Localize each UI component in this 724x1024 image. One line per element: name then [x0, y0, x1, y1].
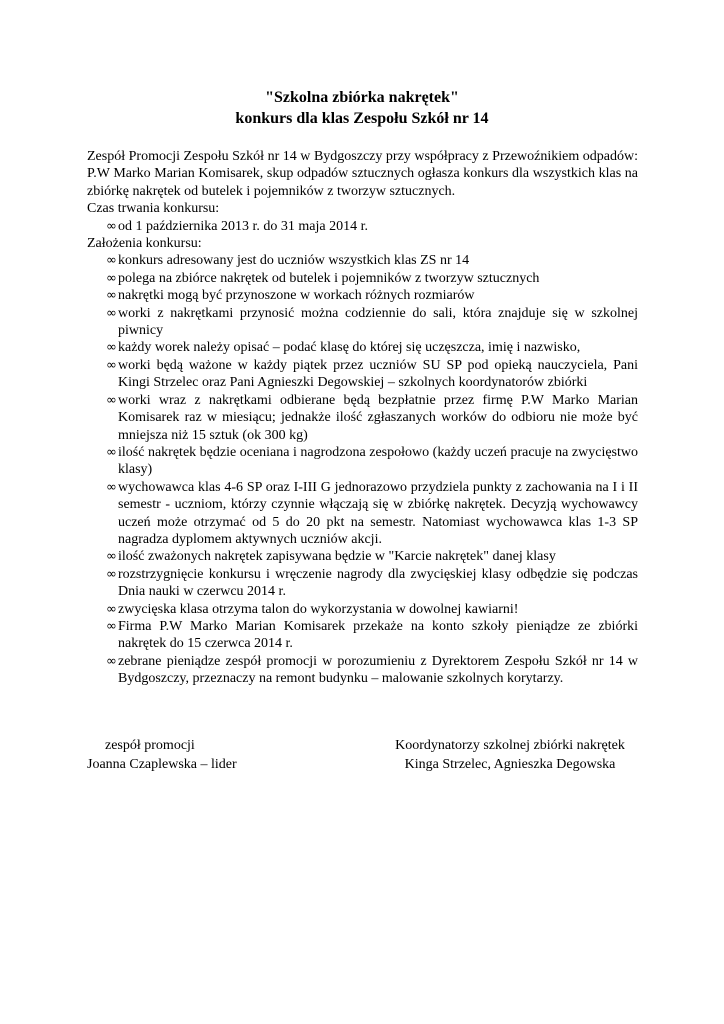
signature-left: [87, 736, 237, 774]
bullet-icon: ∞: [106, 549, 117, 565]
signature-right: [382, 736, 638, 774]
list-item: [87, 479, 638, 549]
list-item: [87, 653, 638, 688]
list-item-text: wychowawca klas 4-6 SP oraz I-III G jednorazowo przydziela punkty z zachowania na I i II semestr - uczniom, którzy czynnie włączają się w zbiórkę nakrętek. Decyzją wychowawcy uczeń może otrzymać od 5 do 20 pkt na semestr. Natomiast wychowawca klas 1-3 SP nagradza dyplomem aktywnych uczniów akcji.: [118, 479, 638, 547]
list-item: [87, 339, 638, 356]
signature-right-names: Kinga Strzelec, Agnieszka Degowska: [404, 757, 616, 772]
list-item-text: od 1 października 2013 r. do 31 maja 2014 r.: [118, 218, 368, 234]
bullet-icon: ∞: [106, 288, 117, 304]
list-item: [87, 548, 638, 565]
bullet-icon: ∞: [106, 305, 117, 321]
bullet-icon: ∞: [106, 444, 117, 460]
list-item: [87, 357, 638, 392]
list-item: [87, 618, 638, 653]
list-item: [87, 287, 638, 304]
list-item-text: worki z nakrętkami przynosić można codziennie do sali, która znajduje się w szkolnej piwnicy: [118, 305, 638, 339]
list-item-text: zebrane pieniądze zespół promocji w porozumieniu z Dyrektorem Zespołu Szkół nr 14 w Bydgoszczy, przeznaczy na remont budynku – malowanie szkolnych korytarzy.: [118, 653, 638, 687]
list-item: [87, 444, 638, 479]
list-item: [87, 305, 638, 340]
bullet-icon: ∞: [106, 653, 117, 669]
signature-right-role: Koordynatorzy szkolnej zbiórki nakrętek: [395, 738, 625, 753]
bullet-icon: ∞: [106, 479, 117, 495]
list-item-text: Firma P.W Marko Marian Komisarek przekaże na konto szkoły pieniądze ze zbiórki nakrętek do 15 czerwca 2014 r.: [118, 618, 638, 652]
document-header: [0, 87, 724, 129]
bullet-icon: ∞: [106, 270, 117, 286]
bullet-icon: ∞: [106, 218, 117, 234]
signature-left-role: zespół promocji: [105, 738, 195, 753]
list-item: [87, 392, 638, 444]
list-item-text: zwycięska klasa otrzyma talon do wykorzystania w dowolnej kawiarni!: [118, 601, 519, 617]
bullet-icon: ∞: [106, 566, 117, 582]
bullet-icon: ∞: [106, 601, 117, 617]
list-item-text: ilość zważonych nakrętek zapisywana będzie w "Karcie nakrętek" danej klasy: [118, 549, 556, 565]
list-item-text: ilość nakrętek będzie oceniana i nagrodzona zespołowo (każdy uczeń pracuje na zwycięstwo klasy): [118, 444, 638, 478]
list-item: [87, 270, 638, 287]
rules-list: [87, 252, 638, 687]
list-item: [87, 601, 638, 618]
duration-list: [87, 218, 638, 235]
document-subtitle: konkurs dla klas Zespołu Szkół nr 14: [235, 110, 489, 127]
list-item-text: konkurs adresowany jest do uczniów wszystkich klas ZS nr 14: [118, 253, 470, 269]
list-item-text: polega na zbiórce nakrętek od butelek i pojemników z tworzyw sztucznych: [118, 270, 540, 286]
list-item-text: worki wraz z nakrętkami odbierane będą bezpłatnie przez firmę P.W Marko Marian Komisarek raz w miesiącu; jednakże ilość zgłaszanych worków do odbioru nie może być mniejsza niż 15 sztuk (ok 300 kg): [118, 392, 638, 443]
duration-label: Czas trwania konkursu:: [87, 201, 220, 217]
list-item-text: nakrętki mogą być przynoszone w workach różnych rozmiarów: [118, 288, 475, 304]
bullet-icon: ∞: [106, 340, 117, 356]
bullet-icon: ∞: [106, 392, 117, 408]
bullet-icon: ∞: [106, 357, 117, 373]
list-item: [87, 252, 638, 269]
document-title: "Szkolna zbiórka nakrętek": [265, 89, 459, 106]
document-body: [87, 148, 638, 688]
bullet-icon: ∞: [106, 618, 117, 634]
signature-left-names: Joanna Czaplewska – lider: [87, 757, 237, 772]
rules-label: Założenia konkursu:: [87, 236, 202, 252]
list-item: [87, 566, 638, 601]
intro-paragraph: Zespół Promocji Zespołu Szkół nr 14 w Bydgoszczy przy współpracy z Przewoźnikiem odpadów: P.W Marko Marian Komisarek, skup odpadów sztucznych ogłasza konkurs dla wszystkich klas na zbiórkę nakrętek od butelek i pojemników z tworzyw sztucznych.: [87, 149, 638, 199]
list-item-text: każdy worek należy opisać – podać klasę do której się uczęszcza, imię i nazwisko,: [118, 340, 581, 356]
list-item-text: rozstrzygnięcie konkursu i wręczenie nagrody dla zwycięskiej klasy odbędzie się podczas Dnia nauki w czerwcu 2014 r.: [118, 566, 638, 600]
list-item: [87, 218, 638, 235]
bullet-icon: ∞: [106, 253, 117, 269]
list-item-text: worki będą ważone w każdy piątek przez uczniów SU SP pod opieką nauczyciela, Pani Kingi Strzelec oraz Pani Agnieszki Degowskiej – szkolnych koordynatorów zbiórki: [118, 357, 638, 391]
